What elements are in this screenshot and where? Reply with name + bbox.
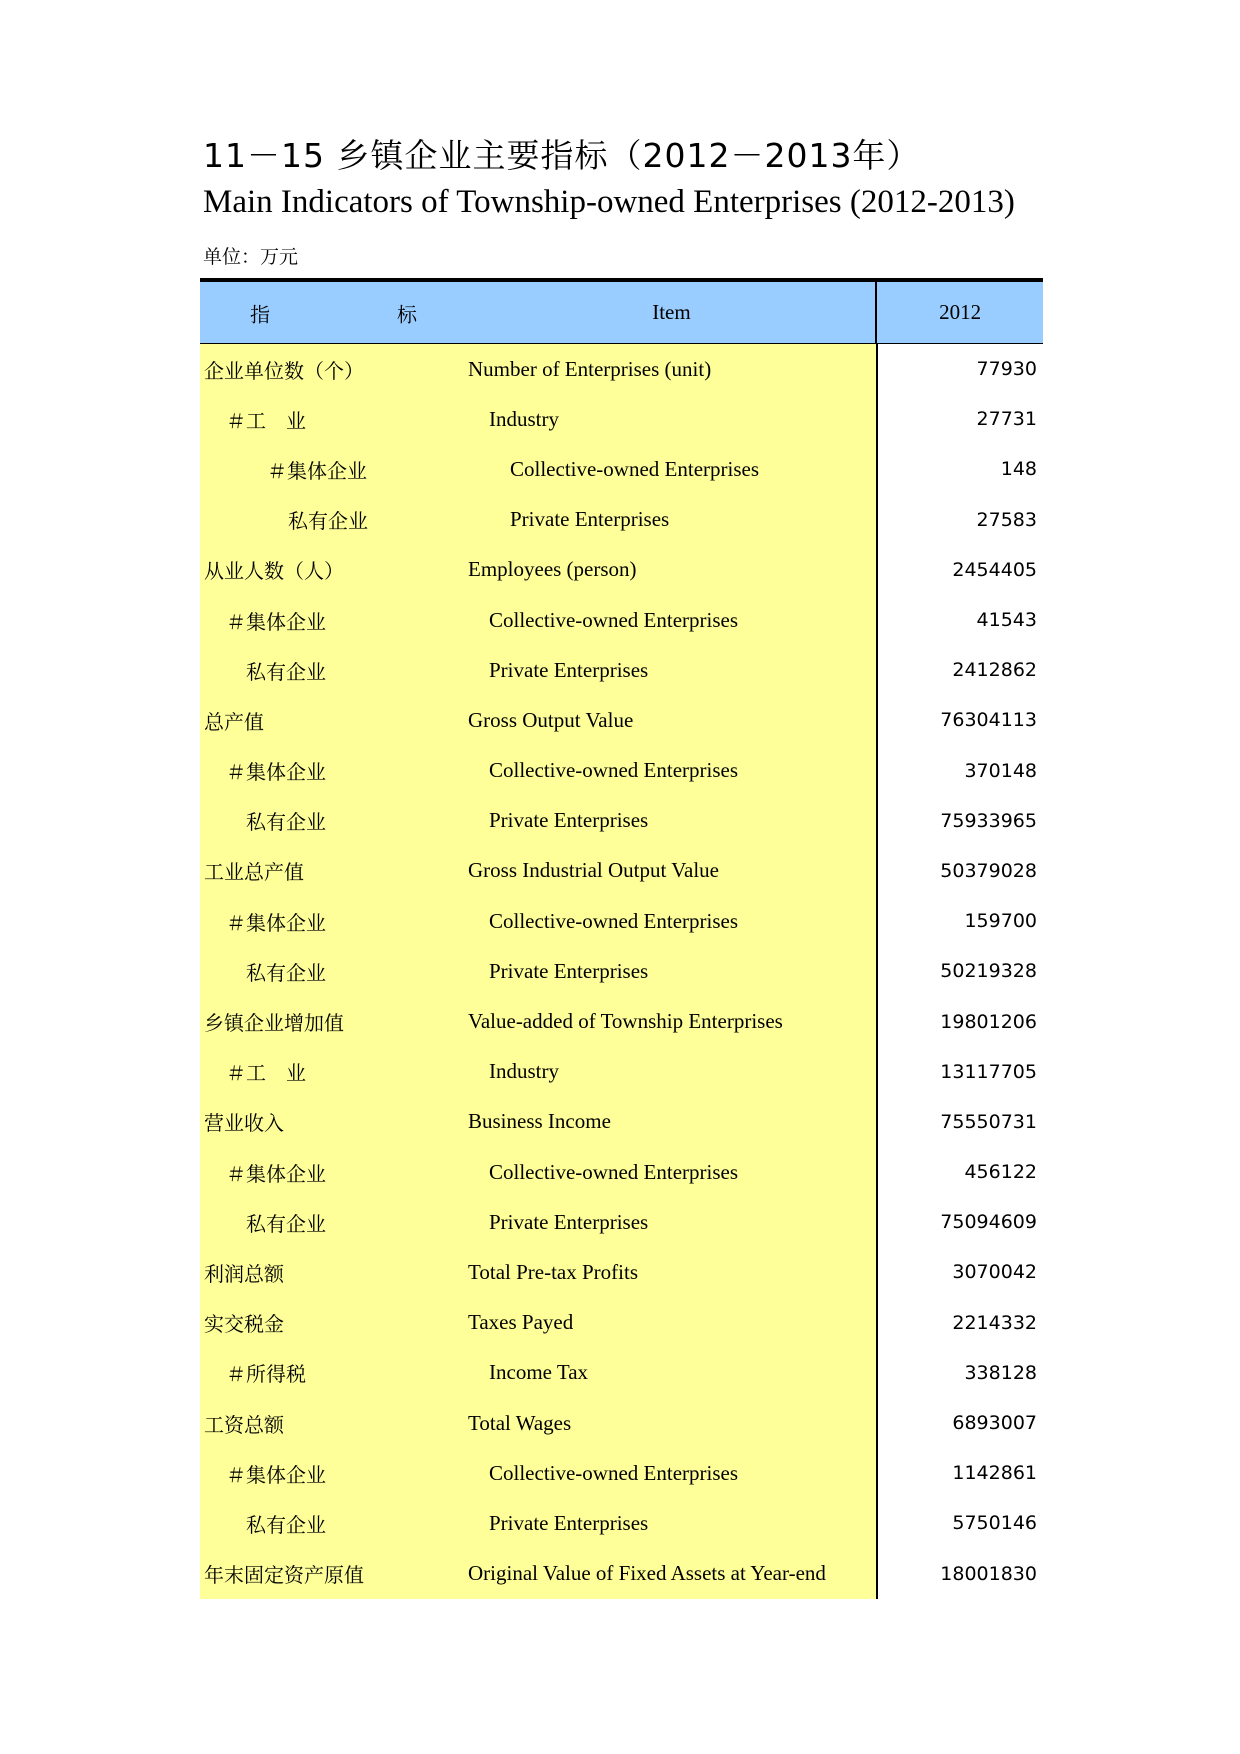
- row-value: 2454405: [876, 545, 1042, 595]
- table-row: [200, 896, 1043, 946]
- row-label-en: Total Wages: [468, 1398, 876, 1448]
- row-label-en: Collective-owned Enterprises: [468, 896, 876, 946]
- table-row: [200, 946, 1043, 996]
- row-value: 1142861: [876, 1448, 1042, 1498]
- row-label-en: Original Value of Fixed Assets at Year-end: [468, 1549, 876, 1599]
- row-value: 370148: [876, 746, 1042, 796]
- row-label-en: Business Income: [468, 1097, 876, 1147]
- row-label-cn: 私有企业: [200, 1197, 468, 1247]
- row-label-en: Total Pre-tax Profits: [468, 1247, 876, 1297]
- table-row: [200, 444, 1043, 494]
- table-row: [200, 996, 1043, 1046]
- row-label-en: Private Enterprises: [468, 1197, 876, 1247]
- table-row: [200, 695, 1043, 745]
- row-value: 77930: [876, 344, 1042, 394]
- row-label-en: Gross Output Value: [468, 695, 876, 745]
- row-value: 75550731: [876, 1097, 1042, 1147]
- row-value: 3070042: [876, 1247, 1042, 1297]
- row-label-cn: 私有企业: [200, 645, 468, 695]
- row-label-en: Gross Industrial Output Value: [468, 846, 876, 896]
- row-label-cn: 实交税金: [200, 1298, 468, 1348]
- row-label-cn: 私有企业: [200, 1498, 468, 1548]
- row-label-cn: 工资总额: [200, 1398, 468, 1448]
- row-label-cn: 私有企业: [200, 796, 468, 846]
- table-row: [200, 846, 1043, 896]
- page-title-chinese: 11－15 乡镇企业主要指标（2012－2013年）: [203, 136, 921, 175]
- table-row: [200, 1398, 1043, 1448]
- row-value: 76304113: [876, 695, 1042, 745]
- table-row: [200, 545, 1043, 595]
- indicators-table: [200, 278, 1043, 1599]
- unit-label: 单位：万元: [203, 246, 299, 268]
- row-label-cn: 利润总额: [200, 1247, 468, 1297]
- header-indicator-cn: [200, 282, 468, 343]
- row-value: 75094609: [876, 1197, 1042, 1247]
- row-label-cn: 私有企业: [200, 495, 468, 545]
- table-row: [200, 1549, 1043, 1599]
- row-label-cn: 从业人数（人）: [200, 545, 468, 595]
- table-row: [200, 645, 1043, 695]
- row-value: 148: [876, 444, 1042, 494]
- table-row: [200, 796, 1043, 846]
- table-row: [200, 1247, 1043, 1297]
- row-label-cn: ＃集体企业: [200, 1147, 468, 1197]
- row-label-cn: ＃工 业: [200, 1047, 468, 1097]
- row-label-en: Employees (person): [468, 545, 876, 595]
- table-row: [200, 746, 1043, 796]
- row-value: 27731: [876, 394, 1042, 444]
- table-row: [200, 1097, 1043, 1147]
- row-label-en: Private Enterprises: [468, 495, 876, 545]
- row-label-cn: ＃集体企业: [200, 444, 468, 494]
- row-label-en: Private Enterprises: [468, 796, 876, 846]
- table-row: [200, 1197, 1043, 1247]
- row-label-en: Collective-owned Enterprises: [468, 1448, 876, 1498]
- row-label-en: Collective-owned Enterprises: [468, 1147, 876, 1197]
- row-label-cn: ＃集体企业: [200, 595, 468, 645]
- row-value: 75933965: [876, 796, 1042, 846]
- header-year: 2012: [875, 282, 1043, 343]
- row-label-en: Private Enterprises: [468, 946, 876, 996]
- row-value: 50219328: [876, 946, 1042, 996]
- table-row: [200, 344, 1043, 394]
- row-value: 18001830: [876, 1549, 1042, 1599]
- row-value: 27583: [876, 495, 1042, 545]
- row-label-en: Income Tax: [468, 1348, 876, 1398]
- row-label-en: Collective-owned Enterprises: [468, 746, 876, 796]
- table-row: [200, 1448, 1043, 1498]
- row-value: 456122: [876, 1147, 1042, 1197]
- row-label-cn: ＃集体企业: [200, 1448, 468, 1498]
- row-label-en: Collective-owned Enterprises: [468, 444, 876, 494]
- table-row: [200, 495, 1043, 545]
- row-value: 19801206: [876, 996, 1042, 1046]
- row-value: 5750146: [876, 1498, 1042, 1548]
- row-value: 2214332: [876, 1298, 1042, 1348]
- row-value: 159700: [876, 896, 1042, 946]
- row-label-en: Collective-owned Enterprises: [468, 595, 876, 645]
- row-value: 41543: [876, 595, 1042, 645]
- table-row: [200, 595, 1043, 645]
- row-value: 13117705: [876, 1047, 1042, 1097]
- table-row: [200, 394, 1043, 444]
- table-header: [200, 282, 1043, 344]
- row-label-en: Private Enterprises: [468, 645, 876, 695]
- table-row: [200, 1348, 1043, 1398]
- row-label-en: Industry: [468, 1047, 876, 1097]
- row-label-cn: ＃集体企业: [200, 746, 468, 796]
- row-label-cn: 总产值: [200, 695, 468, 745]
- row-label-cn: ＃集体企业: [200, 896, 468, 946]
- header-cn-char-2: 标: [397, 302, 417, 326]
- table-row: [200, 1298, 1043, 1348]
- row-label-cn: 工业总产值: [200, 846, 468, 896]
- row-label-cn: 私有企业: [200, 946, 468, 996]
- row-label-en: Private Enterprises: [468, 1498, 876, 1548]
- row-label-cn: 营业收入: [200, 1097, 468, 1147]
- row-label-cn: ＃所得税: [200, 1348, 468, 1398]
- table-row: [200, 1498, 1043, 1548]
- header-cn-char-1: 指: [250, 302, 270, 326]
- row-label-cn: 企业单位数（个）: [200, 344, 468, 394]
- row-label-cn: 年末固定资产原值: [200, 1549, 468, 1599]
- page-title-english: Main Indicators of Township-owned Enterprises (2012-2013): [203, 184, 1015, 220]
- row-value: 338128: [876, 1348, 1042, 1398]
- table-row: [200, 1047, 1043, 1097]
- row-value: 6893007: [876, 1398, 1042, 1448]
- row-label-en: Taxes Payed: [468, 1298, 876, 1348]
- row-label-cn: ＃工 业: [200, 394, 468, 444]
- table-row: [200, 1147, 1043, 1197]
- row-value: 2412862: [876, 645, 1042, 695]
- row-label-en: Industry: [468, 394, 876, 444]
- header-item: Item: [652, 300, 691, 324]
- row-label-en: Number of Enterprises (unit): [468, 344, 876, 394]
- row-value: 50379028: [876, 846, 1042, 896]
- row-label-en: Value-added of Township Enterprises: [468, 996, 876, 1046]
- row-label-cn: 乡镇企业增加值: [200, 996, 468, 1046]
